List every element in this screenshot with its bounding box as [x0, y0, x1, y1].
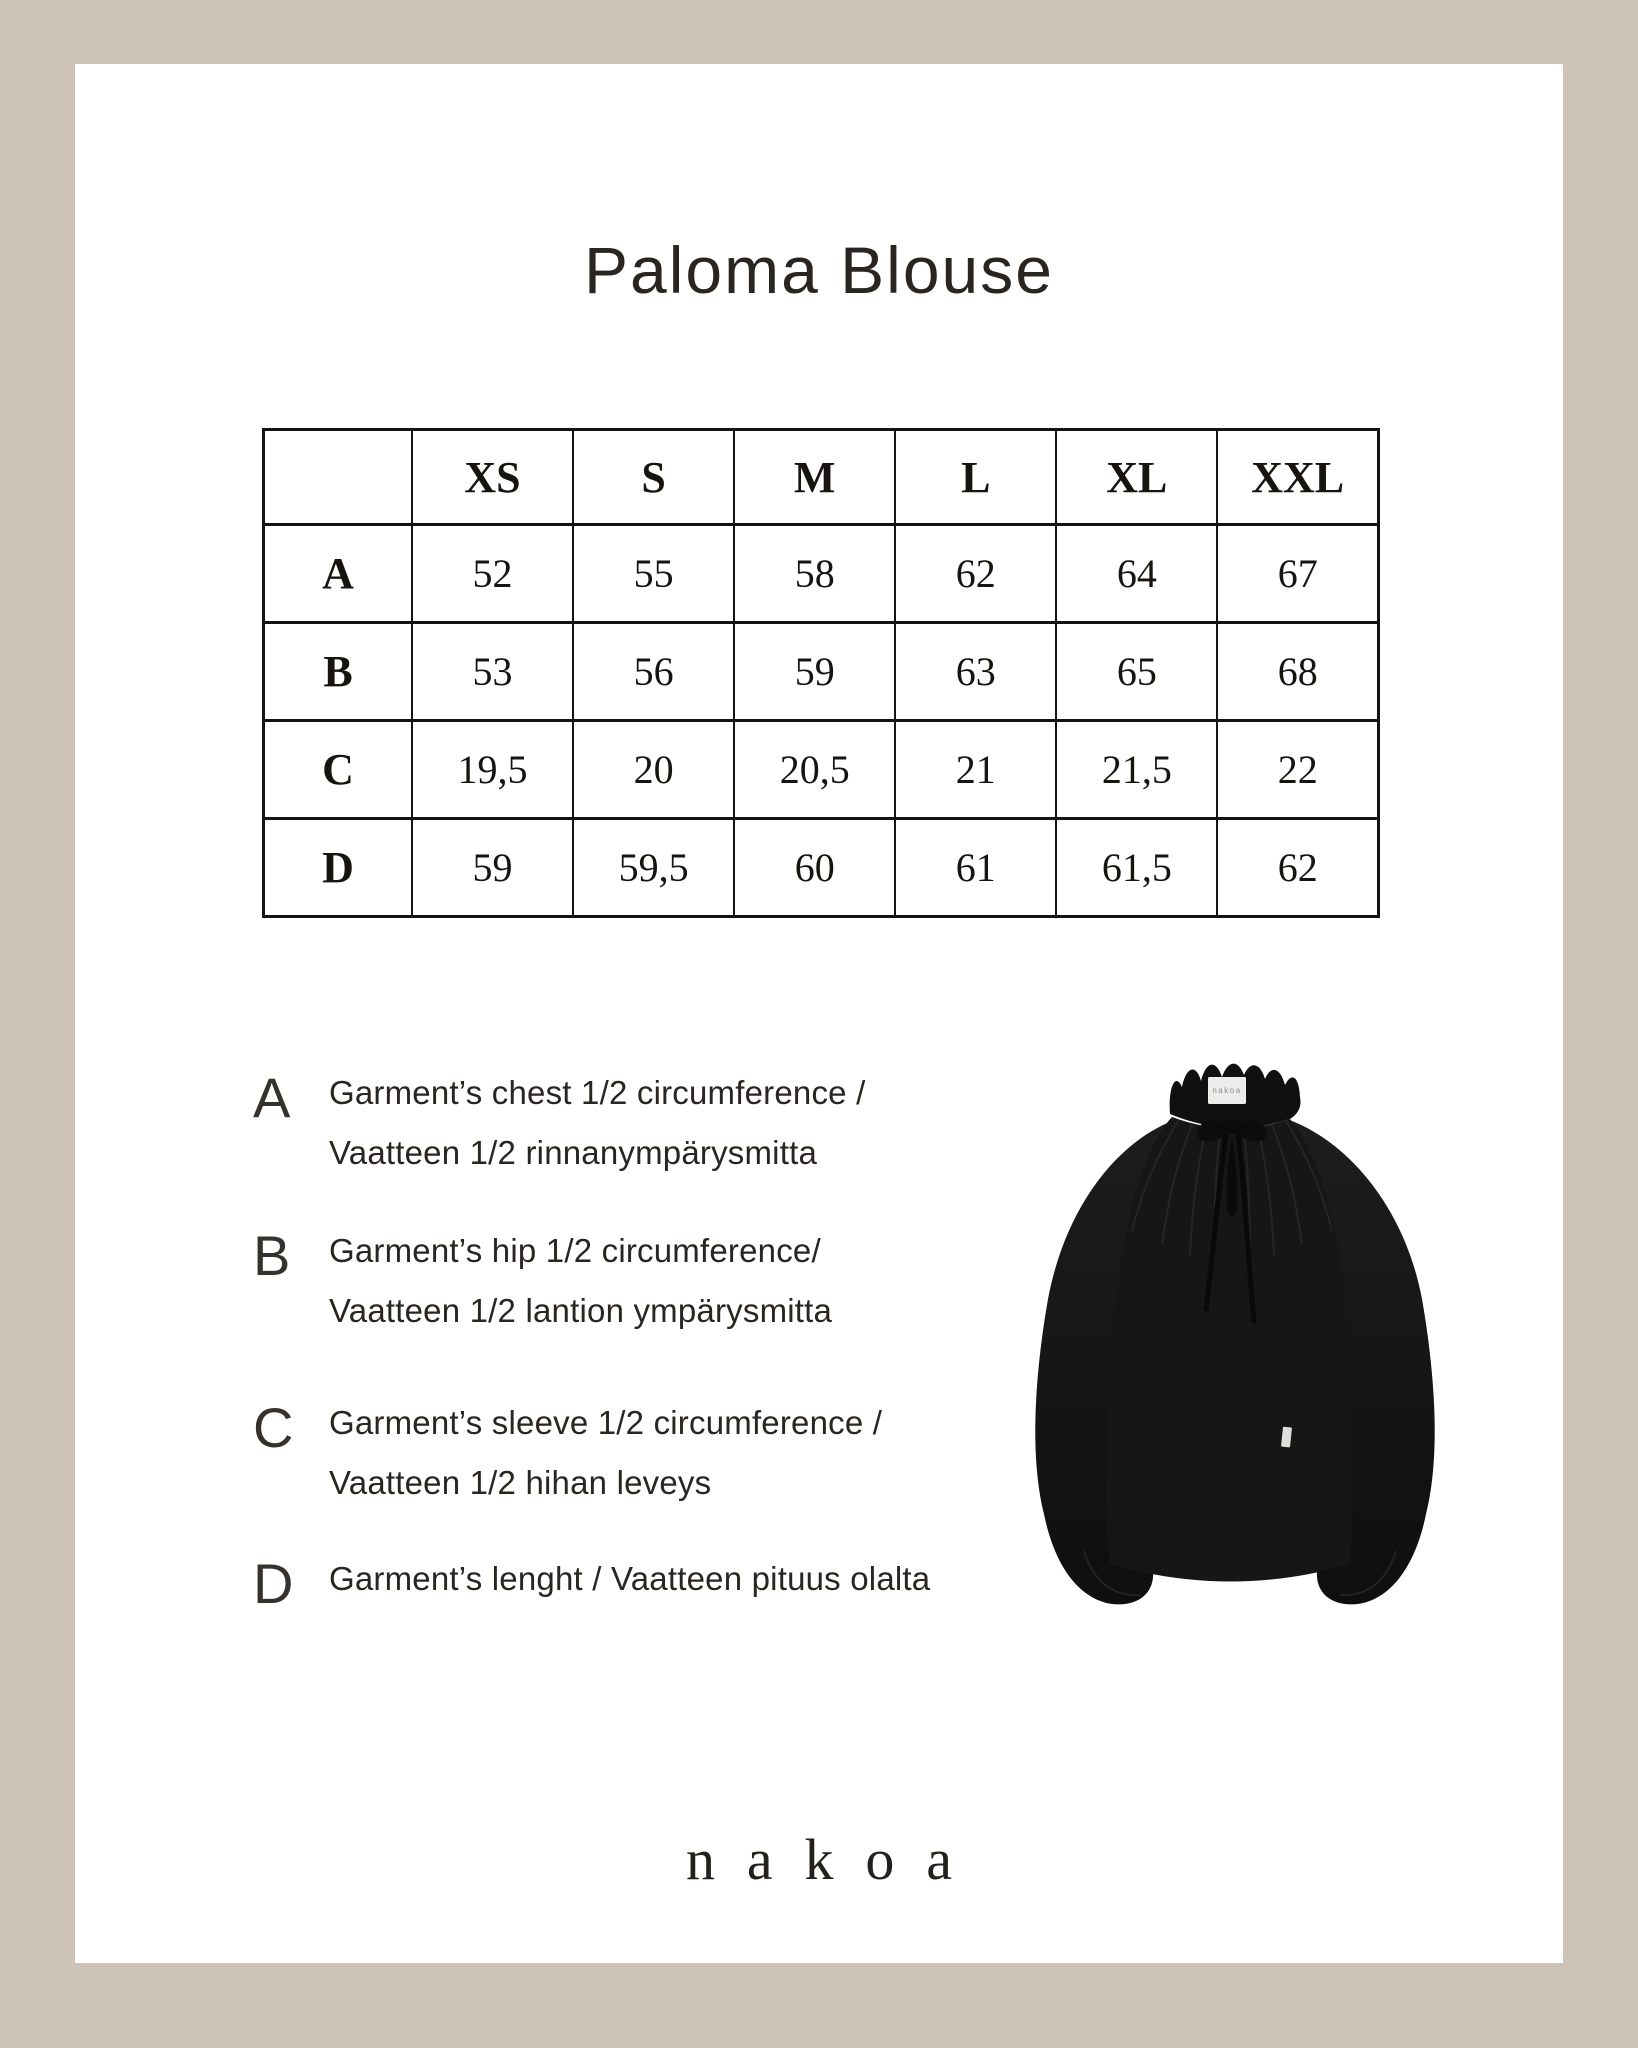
- measurement-legend: [253, 1066, 1033, 1710]
- size-value: 22: [1217, 721, 1378, 819]
- measurement-label-C: C: [264, 721, 413, 819]
- neck-tag-text: nakoa: [1212, 1086, 1242, 1095]
- legend-description-line: Vaatteen 1/2 rinnanympärysmitta: [329, 1134, 818, 1171]
- size-value: 59,5: [573, 819, 734, 917]
- size-value: 21: [895, 721, 1056, 819]
- size-value: 56: [573, 623, 734, 721]
- size-value: 58: [734, 525, 895, 623]
- legend-item-D: [253, 1552, 931, 1615]
- product-photo: [1020, 1059, 1460, 1619]
- legend-description-line: Vaatteen 1/2 hihan leveys: [329, 1464, 712, 1501]
- size-value: 59: [412, 819, 573, 917]
- legend-description: [329, 1549, 930, 1609]
- size-table-row-C: [264, 721, 1379, 819]
- size-column-header-M: M: [734, 430, 895, 525]
- size-value: 62: [895, 525, 1056, 623]
- legend-description-line: Garment’s lenght / Vaatteen pituus olalta: [329, 1560, 931, 1597]
- size-column-header-S: S: [573, 430, 734, 525]
- size-value: 63: [895, 623, 1056, 721]
- page-title: Paloma Blouse: [584, 233, 1054, 307]
- legend-letter: B: [253, 1224, 291, 1287]
- legend-letter: C: [253, 1396, 294, 1459]
- size-value: 20: [573, 721, 734, 819]
- size-value: 65: [1056, 623, 1217, 721]
- size-value: 61,5: [1056, 819, 1217, 917]
- size-value: 52: [412, 525, 573, 623]
- size-value: 59: [734, 623, 895, 721]
- size-column-header-XL: XL: [1056, 430, 1217, 525]
- legend-description: [329, 1393, 882, 1513]
- measurement-label-B: B: [264, 623, 413, 721]
- size-value: 19,5: [412, 721, 573, 819]
- size-table-row-A: [264, 525, 1379, 623]
- size-value: 61: [895, 819, 1056, 917]
- legend-item-B: [253, 1224, 833, 1341]
- legend-description-line: Vaatteen 1/2 lantion ympärysmitta: [329, 1292, 833, 1329]
- legend-description-line: Garment’s hip 1/2 circumference/: [329, 1232, 821, 1269]
- legend-description-line: Garment’s chest 1/2 circumference /: [329, 1074, 866, 1111]
- size-value: 68: [1217, 623, 1378, 721]
- size-value: 55: [573, 525, 734, 623]
- legend-letter: A: [253, 1066, 291, 1129]
- size-value: 53: [412, 623, 573, 721]
- size-table-header-row: [264, 430, 1379, 525]
- size-table: [262, 428, 1380, 918]
- size-value: 67: [1217, 525, 1378, 623]
- measurement-label-A: A: [264, 525, 413, 623]
- legend-item-C: [253, 1396, 883, 1513]
- neck-tag: [1208, 1077, 1246, 1104]
- legend-item-A: [253, 1066, 866, 1183]
- blouse-illustration: [1020, 1059, 1460, 1619]
- size-table-body: [264, 525, 1379, 917]
- size-column-header-L: L: [895, 430, 1056, 525]
- size-value: 60: [734, 819, 895, 917]
- size-value: 21,5: [1056, 721, 1217, 819]
- legend-description: [329, 1221, 832, 1341]
- legend-description-line: Garment’s sleeve 1/2 circumference /: [329, 1404, 883, 1441]
- size-column-header-XS: XS: [412, 430, 573, 525]
- size-value: 64: [1056, 525, 1217, 623]
- legend-letter: D: [253, 1552, 294, 1615]
- legend-description: [329, 1063, 865, 1183]
- measurement-label-D: D: [264, 819, 413, 917]
- size-value: 62: [1217, 819, 1378, 917]
- size-guide-page: [75, 64, 1563, 1963]
- size-table-row-D: [264, 819, 1379, 917]
- size-column-header-XXL: XXL: [1217, 430, 1378, 525]
- size-table-header: [264, 430, 1379, 525]
- brand-logo: nakoa: [685, 1827, 984, 1892]
- size-table-corner-cell: [264, 430, 413, 525]
- size-value: 20,5: [734, 721, 895, 819]
- size-table-row-B: [264, 623, 1379, 721]
